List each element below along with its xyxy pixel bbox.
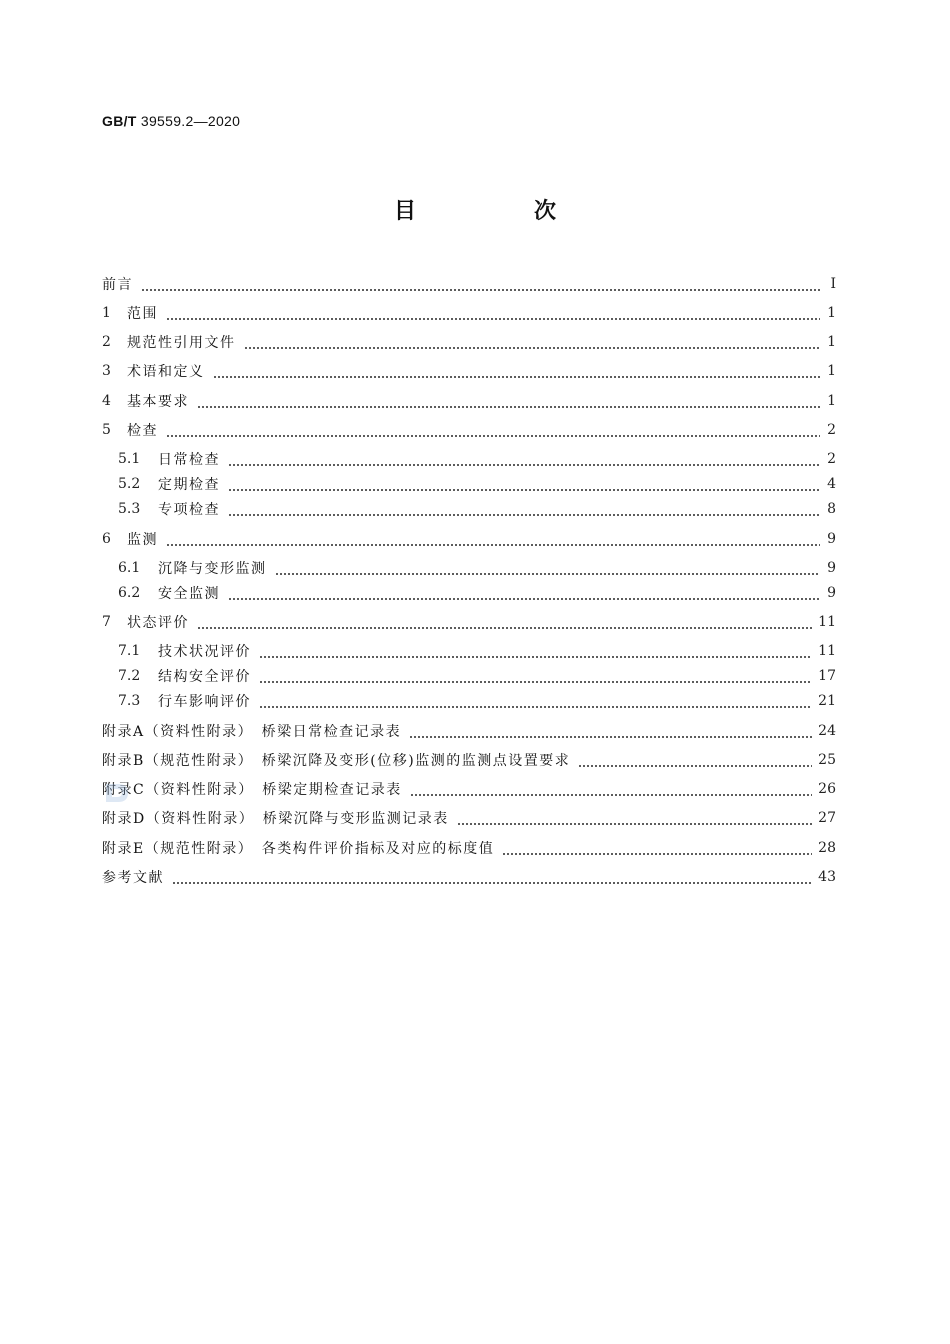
toc-entry[interactable] (102, 610, 836, 634)
toc-entry[interactable] (102, 748, 836, 772)
toc-entry-label: 专项检查 (158, 502, 220, 518)
toc-entry-number: 7.2 (118, 668, 141, 684)
toc-dot-leader (259, 647, 812, 659)
toc-dot-leader (244, 338, 821, 350)
toc-dot-leader (275, 564, 821, 576)
toc-entry[interactable] (102, 301, 836, 325)
toc-entry[interactable] (118, 556, 836, 580)
toc-dot-leader (502, 844, 812, 856)
toc-entry-page: 17 (818, 668, 836, 684)
toc-entry-label: 附录C（资料性附录） 桥梁定期检查记录表 (102, 782, 402, 798)
toc-entry-page: 4 (827, 476, 836, 492)
toc-dot-leader (228, 480, 820, 492)
toc-entry-label: 附录A（资料性附录） 桥梁日常检查记录表 (102, 724, 402, 740)
toc-entry-number: 5.1 (118, 451, 141, 467)
toc-entry-number: 6 (102, 531, 111, 547)
toc-entry-label: 日常检查 (158, 452, 220, 468)
toc-entry-number: 7.3 (118, 693, 141, 709)
toc-dot-leader (457, 814, 812, 826)
toc-dot-leader (166, 535, 820, 547)
toc-entry[interactable] (118, 639, 836, 663)
toc-entry-page: 2 (827, 422, 836, 438)
toc-entry[interactable] (102, 806, 836, 830)
toc-dot-leader (259, 672, 812, 684)
toc-entry-label: 附录D（资料性附录） 桥梁沉降与变形监测记录表 (102, 811, 449, 827)
watermark-icon (104, 782, 130, 804)
toc-entry-label: 前言 (102, 277, 133, 293)
toc-dot-leader (409, 727, 812, 739)
toc-entry-label: 基本要求 (127, 394, 189, 410)
toc-entry[interactable] (102, 272, 836, 296)
toc-entry-page: 2 (827, 451, 836, 467)
toc-entry-label: 附录E（规范性附录） 各类构件评价指标及对应的标度值 (102, 841, 495, 857)
toc-entry-page: 11 (818, 614, 836, 630)
toc-entry-label: 附录B（规范性附录） 桥梁沉降及变形(位移)监测的监测点设置要求 (102, 753, 571, 769)
standard-number: 39559.2—2020 (140, 113, 241, 129)
toc-entry[interactable] (102, 777, 836, 801)
toc-entry-label: 术语和定义 (127, 364, 205, 380)
toc-entry[interactable] (102, 418, 836, 442)
toc-entry[interactable] (118, 497, 836, 521)
toc-entry[interactable] (118, 472, 836, 496)
toc-dot-leader (166, 309, 820, 321)
toc-entry[interactable] (102, 389, 836, 413)
toc-entry-number: 6.1 (118, 560, 141, 576)
toc-entry-label: 安全监测 (158, 586, 220, 602)
toc-dot-leader (228, 589, 820, 601)
toc-entry[interactable] (102, 865, 836, 889)
toc-entry[interactable] (102, 527, 836, 551)
toc-entry-page: 28 (818, 840, 836, 856)
toc-entry-page: 26 (818, 781, 836, 797)
toc-entry-number: 5 (102, 422, 111, 438)
toc-dot-leader (141, 280, 820, 292)
toc-dot-leader (578, 756, 812, 768)
toc-entry-label: 技术状况评价 (158, 644, 251, 660)
page-title: 目 次 (393, 199, 604, 224)
toc-entry[interactable] (118, 581, 836, 605)
toc-entry[interactable] (102, 330, 836, 354)
toc-entry-page: 8 (827, 501, 836, 517)
toc-entry-label: 行车影响评价 (158, 694, 251, 710)
toc-entry-number: 7 (102, 614, 111, 630)
toc-entry-page: 43 (818, 869, 836, 885)
toc-entry-page: 21 (818, 693, 836, 709)
toc-entry-number: 2 (102, 334, 111, 350)
toc-entry-page: 24 (818, 723, 836, 739)
toc-entry-number: 5.3 (118, 501, 141, 517)
toc-entry[interactable] (102, 719, 836, 743)
toc-dot-leader (166, 426, 820, 438)
toc-entry-page: 25 (818, 752, 836, 768)
toc-entry-label: 状态评价 (127, 615, 189, 631)
toc-dot-leader (213, 367, 821, 379)
toc-dot-leader (197, 397, 820, 409)
toc-entry-number: 6.2 (118, 585, 141, 601)
toc-entry-label: 沉降与变形监测 (158, 561, 267, 577)
toc-entry-page: 9 (827, 531, 836, 547)
toc-entry[interactable] (102, 836, 836, 860)
toc-entry-page: 1 (827, 334, 836, 350)
toc-entry-label: 参考文献 (102, 870, 164, 886)
toc-entry-number: 1 (102, 305, 111, 321)
standard-code (102, 113, 240, 129)
toc-entry-page: 9 (827, 585, 836, 601)
toc-entry-label: 定期检查 (158, 477, 220, 493)
toc-entry[interactable] (102, 359, 836, 383)
toc-entry-page: 1 (827, 363, 836, 379)
toc-entry-page: Ⅰ (830, 276, 836, 292)
toc-entry-label: 检查 (127, 423, 158, 439)
toc-entry[interactable] (118, 664, 836, 688)
toc-dot-leader (259, 697, 812, 709)
toc-dot-leader (228, 455, 820, 467)
toc-dot-leader (410, 785, 812, 797)
toc-entry-label: 结构安全评价 (158, 669, 251, 685)
toc-entry[interactable] (118, 447, 836, 471)
toc-entry[interactable] (118, 689, 836, 713)
toc-entry-number: 7.1 (118, 643, 141, 659)
toc-dot-leader (228, 505, 820, 517)
toc-dot-leader (197, 618, 812, 630)
toc-entry-number: 3 (102, 363, 111, 379)
toc-entry-label: 规范性引用文件 (127, 335, 236, 351)
toc-entry-label: 监测 (127, 532, 158, 548)
toc-entry-page: 11 (818, 643, 836, 659)
toc-entry-number: 5.2 (118, 476, 141, 492)
toc-entry-page: 1 (827, 305, 836, 321)
toc-entry-number: 4 (102, 393, 111, 409)
toc-dot-leader (172, 873, 812, 885)
toc-entry-page: 27 (818, 810, 836, 826)
toc-entry-label: 范围 (127, 306, 158, 322)
toc-entry-page: 9 (827, 560, 836, 576)
standard-prefix: GB/T (102, 113, 137, 129)
toc-entry-page: 1 (827, 393, 836, 409)
